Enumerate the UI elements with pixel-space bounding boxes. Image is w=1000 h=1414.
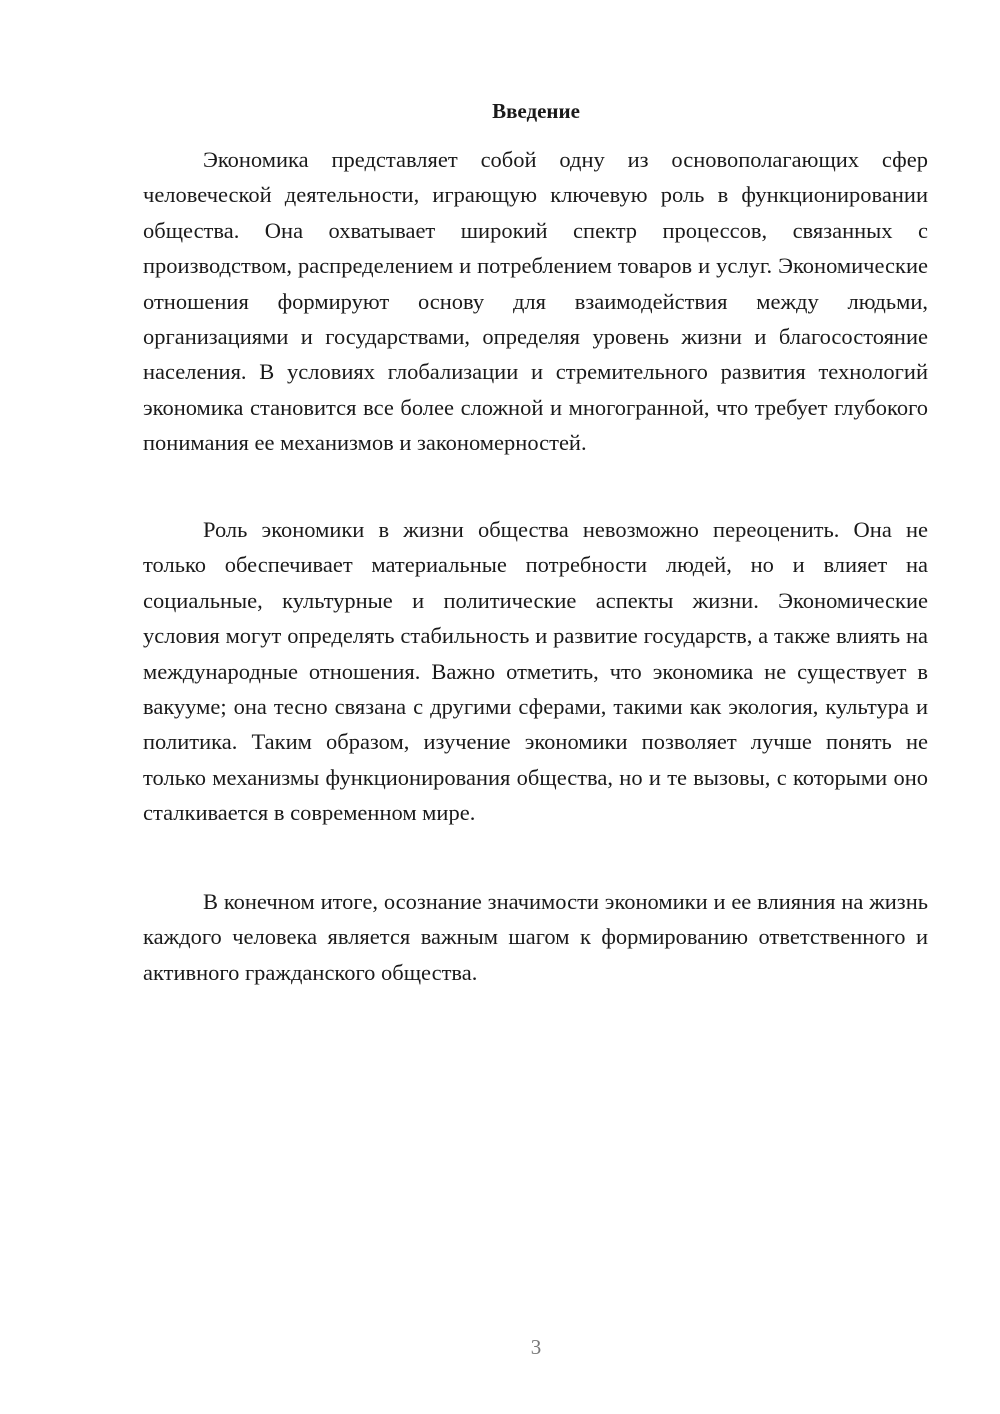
page-number: 3 <box>530 1335 542 1359</box>
paragraph-1: Экономика представляет собой одну из основополагающих сфер человеческой деятельности, играющую ключевую роль в функционировании общества. Она охватывает широкий спектр процессов, связанных с производством, распределением и потреблением товаров и услуг. Экономические отношения формируют основу для взаимодействия между людьми, организациями и государствами, определяя уровень жизни и благосостояние населения. В условиях глобализации и стремительного развития технологий экономика становится все более сложной и многогранной, что требует глубокого понимания ее механизмов и закономерностей. <box>143 147 928 456</box>
page-title: Введение <box>492 99 580 123</box>
paragraph-2: Роль экономики в жизни общества невозможно переоценить. Она не только обеспечивает материальные потребности людей, но и влияет на социальные, культурные и политические аспекты жизни. Экономические условия могут определять стабильность и развитие государств, а также влиять на международные отношения. Важно отметить, что экономика не существует в вакууме; она тесно связана с другими сферами, такими как экология, культура и политика. Таким образом, изучение экономики позволяет лучше понять не только механизмы функционирования общества, но и те вызовы, с которыми оно сталкивается в современном мире. <box>143 517 928 826</box>
paragraph-3: В конечном итоге, осознание значимости экономики и ее влияния на жизнь каждого человека является важным шагом к формированию ответственного и активного гражданского общества. <box>143 889 928 985</box>
